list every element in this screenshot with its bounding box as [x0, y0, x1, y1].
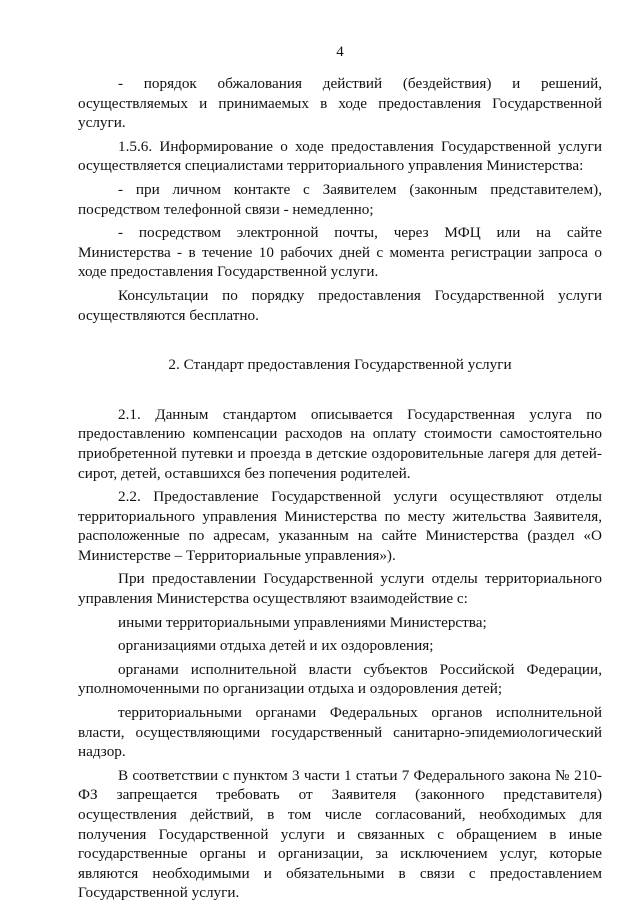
- paragraph: - при личном контакте с Заявителем (законным представителем), посредством телефонной связи - немедленно;: [78, 180, 602, 218]
- list-item: иными территориальными управлениями Министерства;: [118, 613, 487, 631]
- paragraph: 2.2. Предоставление Государственной услуги осуществляют отделы территориального управления Министерства по месту жительства Заявителя, расположенные по адресам, указанным на сайте Министерства (раздел «О Министерстве – Территориальные управления»).: [78, 488, 602, 564]
- paragraph: 1.5.6. Информирование о ходе предоставления Государственной услуги осуществляется специалистами территориального управления Министерства:: [78, 137, 602, 175]
- paragraph: При предоставлении Государственной услуги отделы территориального управления Министерства осуществляют взаимодействие с:: [78, 570, 602, 608]
- section-heading: 2. Стандарт предоставления Государственной услуги: [168, 356, 512, 374]
- page-number: 4: [336, 44, 344, 60]
- list-item: территориальными органами Федеральных органов исполнительной власти, осуществляющими государственный санитарно-эпидемиологический надзор.: [78, 704, 602, 761]
- document-page: [78, 0, 602, 905]
- paragraph: - порядок обжалования действий (бездействия) и решений, осуществляемых и принимаемых в ходе предоставления Государственной услуги.: [78, 75, 602, 132]
- paragraph: В соответствии с пунктом 3 части 1 статьи 7 Федерального закона № 210-ФЗ запрещается требовать от Заявителя (законного представителя) осуществления действий, в том числе согласований, необходимых для получения Государственной услуги и связанных с обращением в иные государственные органы и организации, за исключением услуг, которые являются необходимыми и обязательными в связи с предоставлением Государственной услуги.: [78, 766, 602, 902]
- paragraph: 2.1. Данным стандартом описывается Государственная услуга по предоставлению компенсации расходов на оплату стоимости самостоятельно приобретенной путевки и проезда в детские оздоровительные лагеря для детей-сирот, детей, оставшихся без попечения родителей.: [78, 405, 602, 482]
- document-body: [78, 74, 602, 907]
- paragraph: Консультации по порядку предоставления Государственной услуги осуществляются бесплатно.: [78, 286, 602, 324]
- list-item: органами исполнительной власти субъектов Российской Федерации, уполномоченными по организации отдыха и оздоровления детей;: [78, 660, 602, 698]
- paragraph: - посредством электронной почты, через МФЦ или на сайте Министерства - в течение 10 рабочих дней с момента регистрации запроса о ходе предоставления Государственной услуги.: [78, 224, 602, 281]
- list-item: организациями отдыха детей и их оздоровления;: [118, 637, 434, 655]
